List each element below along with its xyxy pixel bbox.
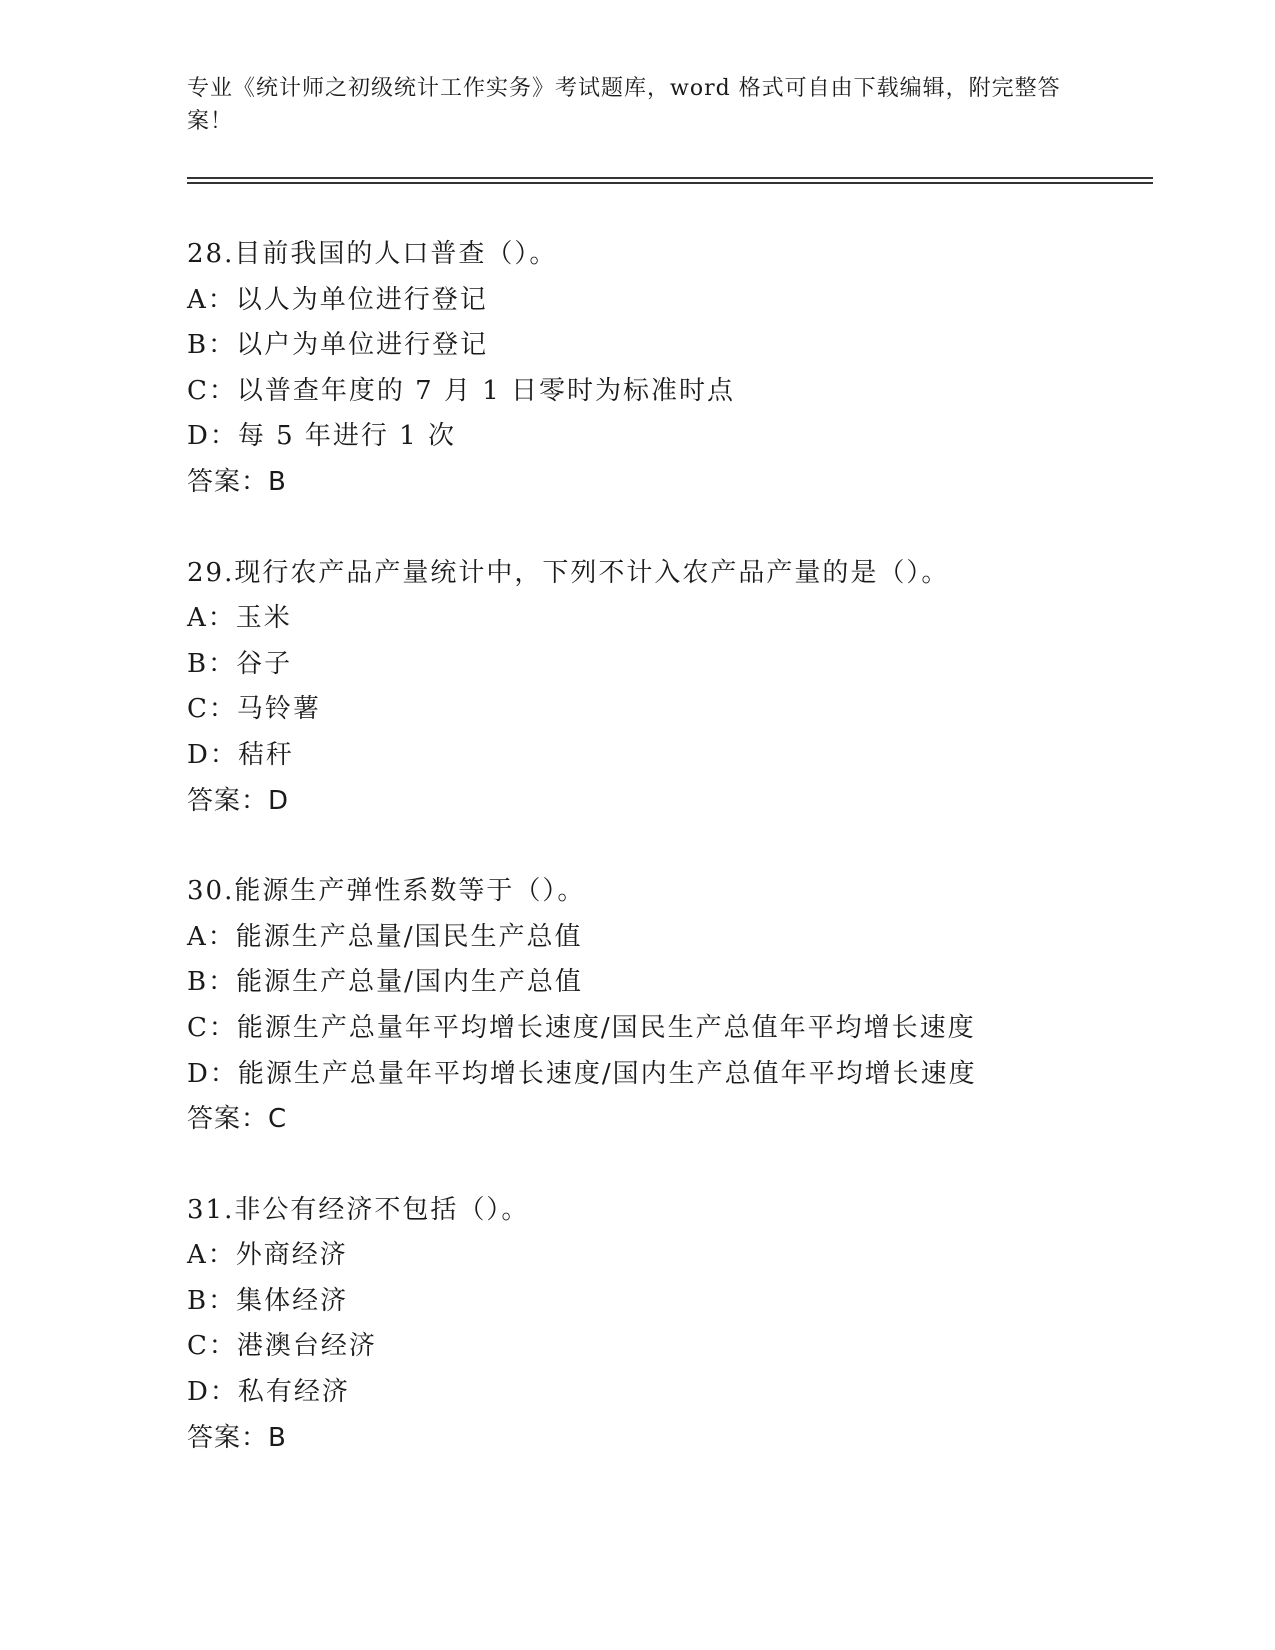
option-a: A：外商经济: [187, 1240, 348, 1271]
answer: 答案：D: [187, 785, 290, 816]
answer: 答案：B: [187, 1422, 287, 1453]
option-c: C：马铃薯: [187, 694, 321, 725]
question-stem: 30.能源生产弹性系数等于（）。: [187, 876, 586, 907]
question-stem: 31.非公有经济不包括（）。: [187, 1194, 530, 1225]
option-c: C：港澳台经济: [187, 1331, 377, 1362]
answer: 答案：B: [187, 466, 287, 497]
document-header: 专业《统计师之初级统计工作实务》考试题库，word 格式可自由下载编辑，附完整答案！: [187, 76, 1061, 134]
option-b: B：集体经济: [187, 1285, 349, 1316]
option-d: D：秸秆: [187, 739, 294, 770]
option-d: D：能源生产总量年平均增长速度/国内生产总值年平均增长速度: [187, 1058, 977, 1089]
question-28: [187, 232, 1137, 506]
question-list: [187, 232, 1137, 1506]
question-stem: 29.现行农产品产量统计中，下列不计入农产品产量的是（）。: [187, 557, 950, 588]
question-31: [187, 1188, 1137, 1462]
option-b: B：以户为单位进行登记: [187, 330, 489, 361]
question-stem: 28.目前我国的人口普查（）。: [187, 239, 558, 269]
option-a: A：玉米: [187, 603, 292, 634]
option-d: D：私有经济: [187, 1377, 350, 1408]
option-c: C：以普查年度的 7 月 1 日零时为标准时点: [187, 375, 736, 406]
answer: 答案：C: [187, 1104, 288, 1135]
option-d: D：每 5 年进行 1 次: [187, 421, 456, 452]
option-a: A：以人为单位进行登记: [187, 284, 488, 315]
option-b: B：能源生产总量/国内生产总值: [187, 967, 583, 998]
question-30: [187, 869, 1137, 1143]
option-a: A：能源生产总量/国民生产总值: [187, 921, 583, 952]
header-divider-bottom: [187, 182, 1153, 184]
option-c: C：能源生产总量年平均增长速度/国民生产总值年平均增长速度: [187, 1012, 976, 1043]
question-29: [187, 551, 1137, 825]
option-b: B：谷子: [187, 648, 293, 679]
header-divider-top: [187, 177, 1153, 179]
